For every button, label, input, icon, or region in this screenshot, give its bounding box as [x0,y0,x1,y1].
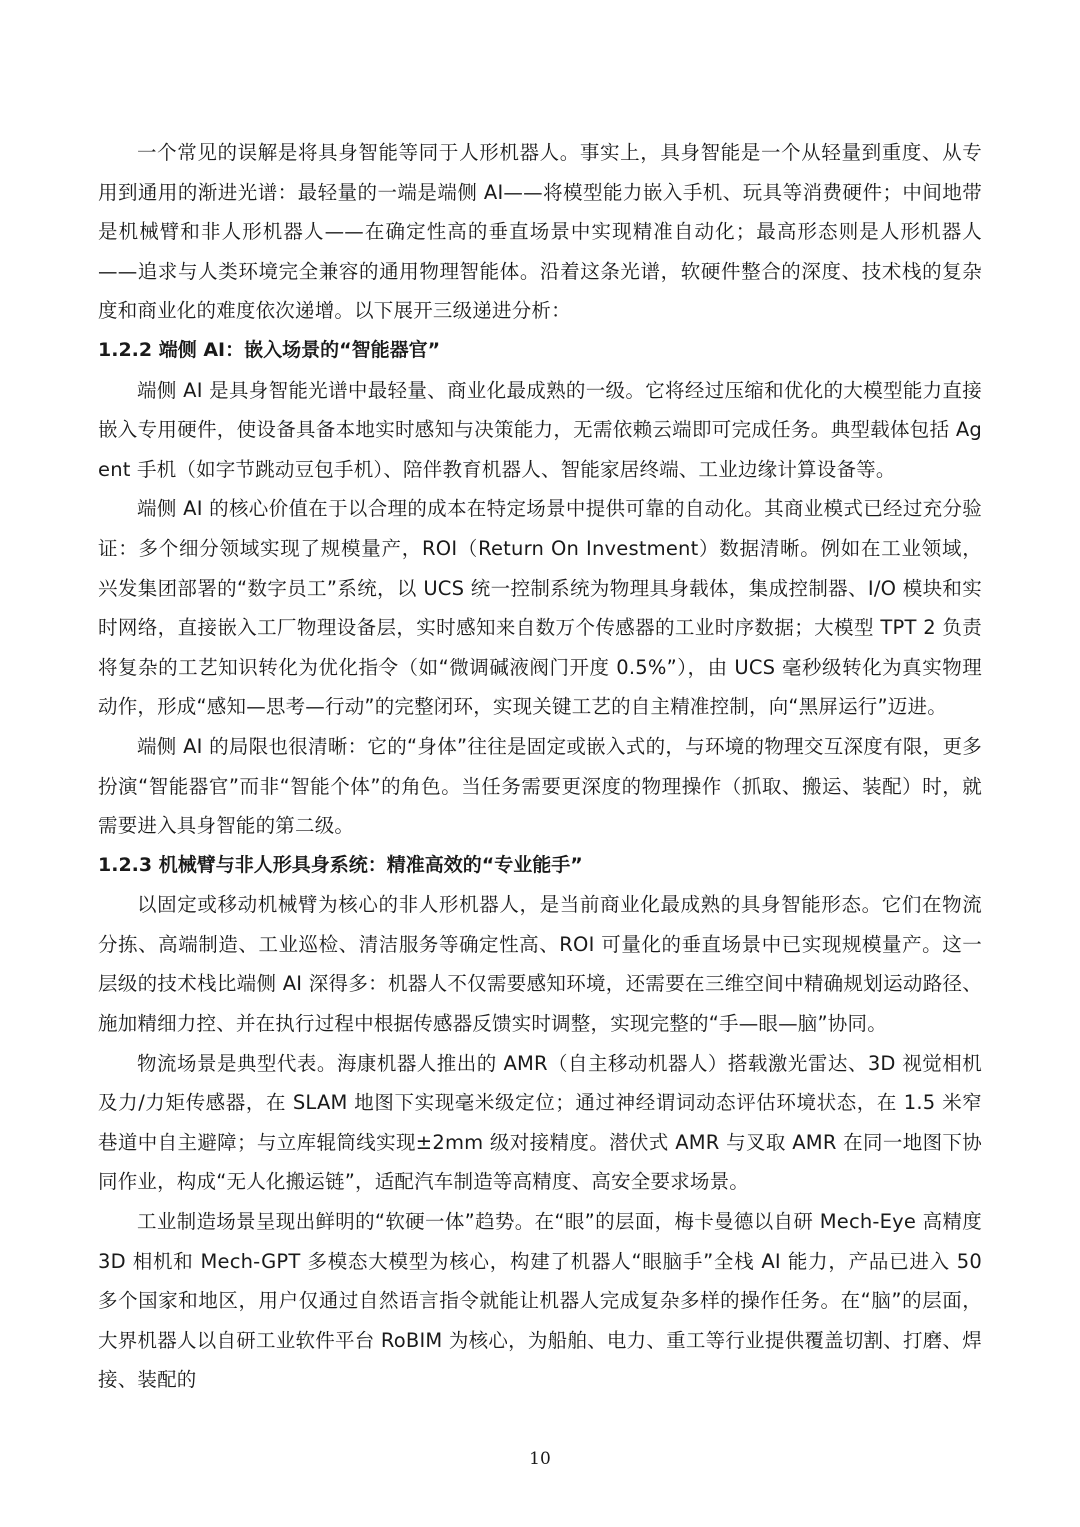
paragraph-edge-ai-limits: 端侧 AI 的局限也很清晰：它的“身体”往往是固定或嵌入式的，与环境的物理交互深度有限，更多扮演“智能器官”而非“智能个体”的角色。当任务需要更深度的物理操作（抓取、搬运、装配）时，就需要进入具身智能的第二级。 [98,734,982,838]
document-body [98,133,982,1400]
paragraph-intro: 一个常见的误解是将具身智能等同于人形机器人。事实上，具身智能是一个从轻量到重度、从专用到通用的渐进光谱：最轻量的一端是端侧 AI——将模型能力嵌入手机、玩具等消费硬件；中间地带是机械臂和非人形机器人——在确定性高的垂直场景中实现精准自动化；最高形态则是人形机器人——追求与人类环境完全兼容的通用物理智能体。沿着这条光谱，软硬件整合的深度、技术栈的复杂度和商业化的难度依次递增。以下展开三级递进分析： [98,141,982,323]
paragraph-logistics: 物流场景是典型代表。海康机器人推出的 AMR（自主移动机器人）搭载激光雷达、3D 视觉相机及力/力矩传感器，在 SLAM 地图下实现毫米级定位；通过神经谓词动态评估环境状态，在 1.5 米窄巷道中自主避障；与立库辊筒线实现±2mm 级对接精度。潜伏式 AMR 与叉取 AMR 在同一地图下协同作业，构成“无人化搬运链”，适配汽车制造等高精度、高安全要求场景。 [98,1051,982,1194]
paragraph-robot-arm-overview: 以固定或移动机械臂为核心的非人形机器人，是当前商业化最成熟的具身智能形态。它们在物流分拣、高端制造、工业巡检、清洁服务等确定性高、ROI 可量化的垂直场景中已实现规模量产。这一层级的技术栈比端侧 AI 深得多：机器人不仅需要感知环境，还需要在三维空间中精确规划运动路径、施加精细力控、并在执行过程中根据传感器反馈实时调整，实现完整的“手—眼—脑”协同。 [98,893,982,1036]
paragraph-manufacturing: 工业制造场景呈现出鲜明的“软硬一体”趋势。在“眼”的层面，梅卡曼德以自研 Mech-Eye 高精度 3D 相机和 Mech-GPT 多模态大模型为核心，构建了机器人“眼脑手”全栈 AI 能力，产品已进入 50 多个国家和地区，用户仅通过自然语言指令就能让机器人完成复杂多样的操作任务。在“脑”的层面，大界机器人以自研工业软件平台 RoBIM 为核心，为船舶、电力、重工等行业提供覆盖切割、打磨、焊接、装配的 [98,1210,982,1392]
paragraph-edge-ai-overview: 端侧 AI 是具身智能光谱中最轻量、商业化最成熟的一级。它将经过压缩和优化的大模型能力直接嵌入专用硬件，使设备具备本地实时感知与决策能力，无需依赖云端即可完成任务。典型载体包括 Agent 手机（如字节跳动豆包手机）、陪伴教育机器人、智能家居终端、工业边缘计算设备等。 [98,378,982,481]
paragraph-edge-ai-value: 端侧 AI 的核心价值在于以合理的成本在特定场景中提供可靠的自动化。其商业模式已经过充分验证：多个细分领域实现了规模量产，ROI（Return On Investment）数据清晰。例如在工业领域，兴发集团部署的“数字员工”系统，以 UCS 统一控制系统为物理具身载体，集成控制器、I/O 模块和实时网络，直接嵌入工厂物理设备层，实时感知来自数万个传感器的工业时序数据；大模型 TPT 2 负责将复杂的工艺知识转化为优化指令（如“微调碱液阀门开度 0.5%”），由 UCS 毫秒级转化为真实物理动作，形成“感知—思考—行动”的完整闭环，实现关键工艺的自主精准控制，向“黑屏运行”迈进。 [98,497,982,719]
page-number: 10 [529,1449,551,1469]
section-heading-1-2-2: 1.2.2 端侧 AI：嵌入场景的“智能器官” [98,338,441,361]
section-heading-1-2-3: 1.2.3 机械臂与非人形具身系统：精准高效的“专业能手” [98,853,583,876]
